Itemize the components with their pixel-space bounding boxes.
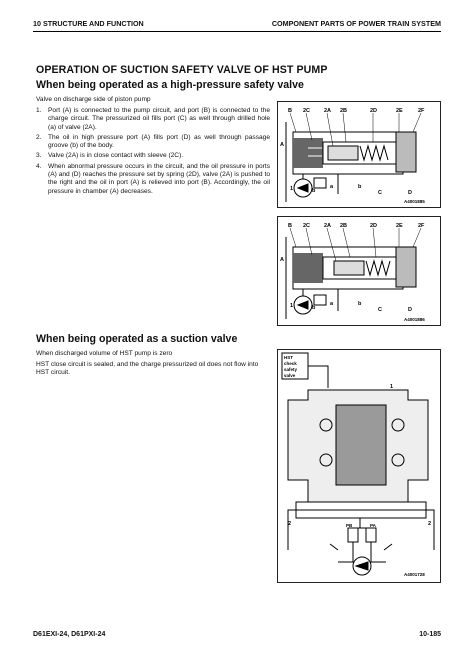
label-a: a [330,184,334,190]
label-b: b [312,188,316,194]
footer-model: D61EXI-24, D61PXI-24 [33,631,106,638]
figure-code: A4001728 [404,572,425,577]
label-2A: 2A [324,108,332,114]
step-number: 3. [36,152,42,160]
step-text: Valve (2A) is in close contact with sleeve (2C). [48,152,184,160]
label-1: 1 [290,186,294,192]
hst-circuit-diagram [278,350,440,582]
figure-code: A4001885 [404,199,425,204]
label-C: C [378,190,382,196]
step-number: 1. [36,107,42,114]
step-item [36,152,270,160]
label-2A: 2A [324,223,332,229]
label-b2: b [358,301,362,307]
label-2F: 2F [418,223,425,229]
section1-heading: When being operated as a high-pressure safety valve [36,79,304,91]
label-b: b [312,305,316,311]
section2-line1: When discharged volume of HST pump is zero [36,350,173,357]
label-2-right: 2 [428,521,432,527]
label-B: B [288,108,292,114]
label-2E: 2E [396,223,403,229]
step-item [36,163,270,196]
label-1: 1 [390,384,394,390]
label-2D: 2D [370,108,378,114]
section2-line2: HST close circuit is sealed, and the charge pressurized oil does not flow into HST circuit. [36,361,259,377]
step-text: The oil in high pressure port (A) fills port (D) as well through passage groove (b) of the body. [48,133,270,150]
valve-diagram-1 [278,102,440,207]
label-2E: 2E [396,108,403,114]
footer-page-number: 10-185 [419,631,441,638]
figure-valve-closed [277,101,441,208]
label-2-left: 2 [288,521,292,527]
header-chapter: 10 STRUCTURE AND FUNCTION [33,19,144,28]
box-label-line4: valve [284,373,296,378]
label-A: A [280,257,284,263]
figure-hst-pump-circuit [277,349,441,583]
label-2F: 2F [418,108,425,114]
label-PB: PB [346,523,353,528]
step-number: 4. [36,162,42,170]
page-header [33,13,441,32]
section2-heading: When being operated as a suction valve [36,333,238,345]
step-number: 2. [36,133,42,141]
label-B: B [288,223,292,229]
figure-valve-relieving [277,216,441,326]
label-1: 1 [290,303,294,309]
step-text: When abnormal pressure occurs in the circuit, and the oil pressure in ports (A) and (D) reaches the pressure set by spring (2D), valve (2A) is pushed to the right and the oil in port (A) is relieved into port (B). Accordingly, the oil pressure in chamber (A) decreases. [48,162,270,195]
header-section: COMPONENT PARTS OF POWER TRAIN SYSTEM [271,19,441,28]
label-2B: 2B [340,108,348,114]
box-label-line2: check [284,361,297,366]
figure-code: A4001886 [404,317,425,322]
label-b2: b [358,184,362,190]
step-item [36,107,270,132]
label-2B: 2B [340,223,348,229]
step-item [36,134,270,151]
step-text: Port (A) is connected to the pump circuit, and port (B) is connected to the charge circuit. The pressurized oil fills port (C) as well through drilled hole (a) of valve (2A). [48,107,270,131]
label-2C: 2C [303,108,311,114]
label-a: a [330,301,334,307]
label-2D: 2D [370,223,378,229]
label-2C: 2C [303,223,311,229]
label-D: D [408,307,412,313]
label-A: A [280,142,284,148]
valve-diagram-2 [278,217,440,325]
page-title: OPERATION OF SUCTION SAFETY VALVE OF HST PUMP [36,64,328,76]
box-label-line1: HST [284,355,293,360]
operation-steps [36,107,270,198]
label-C: C [378,307,382,313]
section1-intro: Valve on discharge side of piston pump [36,96,151,103]
label-PA: PA [370,523,376,528]
label-D: D [408,190,412,196]
box-label-line3: safety [284,367,298,372]
